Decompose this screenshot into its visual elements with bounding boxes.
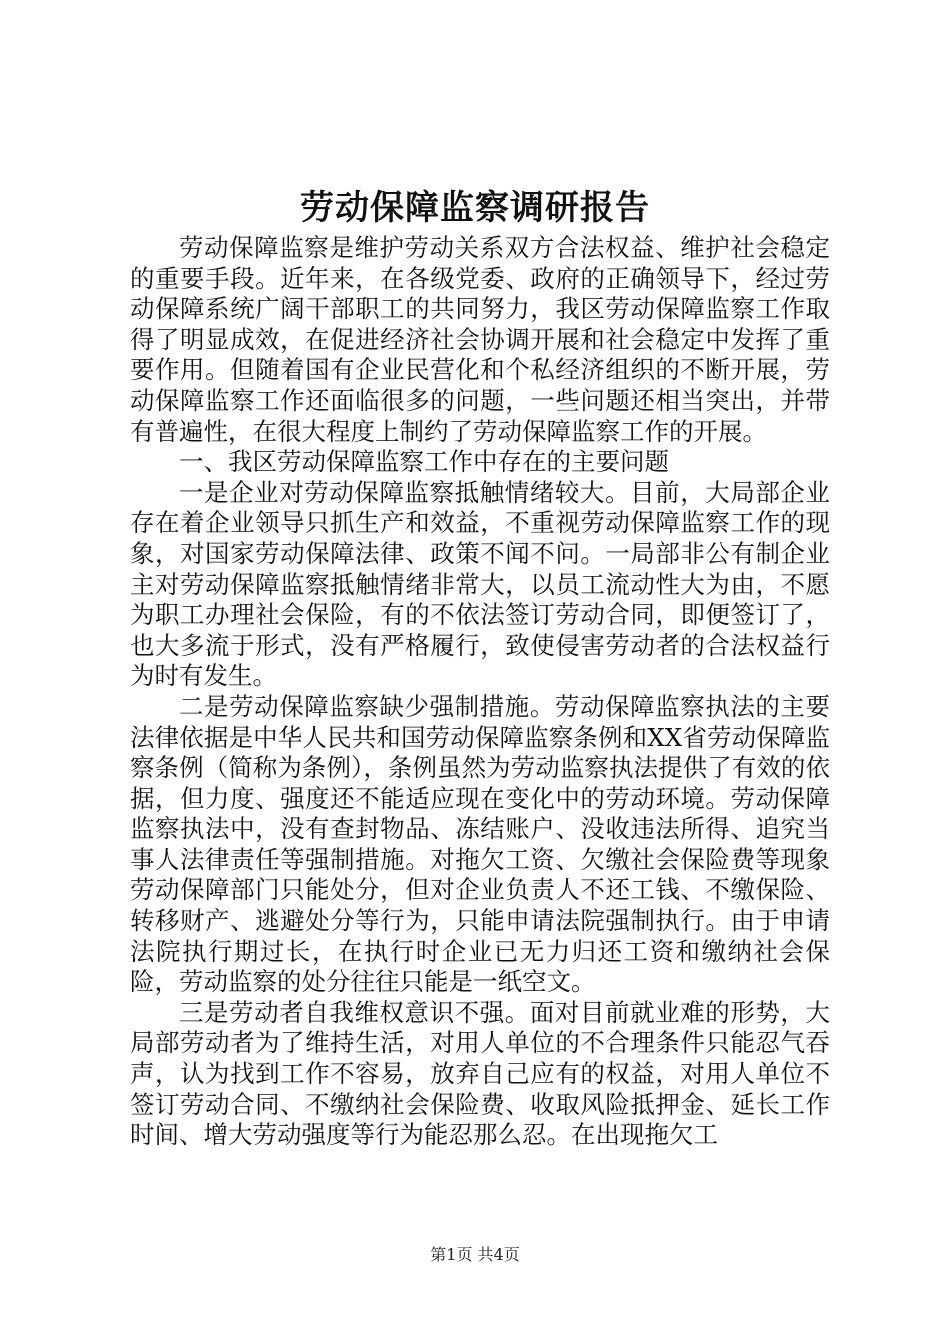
paragraph-issue-two: 二是劳动保障监察缺少强制措施。劳动保障监察执法的主要法律依据是中华人民共和国劳动保障监察条例和XX省劳动保障监察条例（简称为条例），条例虽然为劳动监察执法提供了有效的依据，但力度、强度还不能适应现在变化中的劳动环境。劳动保障监察执法中，没有查封物品、冻结账户、没收违法所得、追究当事人法律责任等强制措施。对拖欠工资、欠缴社会保险费等现象劳动保障部门只能处分，但对企业负责人不还工钱、不缴保险、转移财产、逃避处分等行为，只能申请法院强制执行。由于申请法院执行期过长，在执行时企业已无力归还工资和缴纳社会保险，劳动监察的处分往往只能是一纸空文。 [130, 691, 830, 997]
paragraph-issue-one: 一是企业对劳动保障监察抵触情绪较大。目前，大局部企业存在着企业领导只抓生产和效益，不重视劳动保障监察工作的现象，对国家劳动保障法律、政策不闻不问。一局部非公有制企业主对劳动保障监察抵触情绪非常大，以员工流动性大为由，不愿为职工办理社会保险，有的不依法签订劳动合同，即便签订了，也大多流于形式，没有严格履行，致使侵害劳动者的合法权益行为时有发生。 [130, 477, 830, 691]
document-body [130, 233, 830, 1151]
document-title: 劳动保障监察调研报告 [300, 188, 650, 228]
page-number-footer: 第1页 共4页 [430, 1245, 520, 1264]
paragraph-issue-three: 三是劳动者自我维权意识不强。面对目前就业难的形势，大局部劳动者为了维持生活，对用人单位的不合理条件只能忍气吞声，认为找到工作不容易，放弃自己应有的权益，对用人单位不签订劳动合同、不缴纳社会保险费、收取风险抵押金、延长工作时间、增大劳动强度等行为能忍那么忍。在出现拖欠工 [130, 997, 830, 1150]
paragraph-intro: 劳动保障监察是维护劳动关系双方合法权益、维护社会稳定的重要手段。近年来，在各级党委、政府的正确领导下，经过劳动保障系统广阔干部职工的共同努力，我区劳动保障监察工作取得了明显成效，在促进经济社会协调开展和社会稳定中发挥了重要作用。但随着国有企业民营化和个私经济组织的不断开展，劳动保障监察工作还面临很多的问题，一些问题还相当突出，并带有普遍性，在很大程度上制约了劳动保障监察工作的开展。 [130, 233, 830, 446]
section-heading: 一、我区劳动保障监察工作中存在的主要问题 [179, 447, 669, 477]
